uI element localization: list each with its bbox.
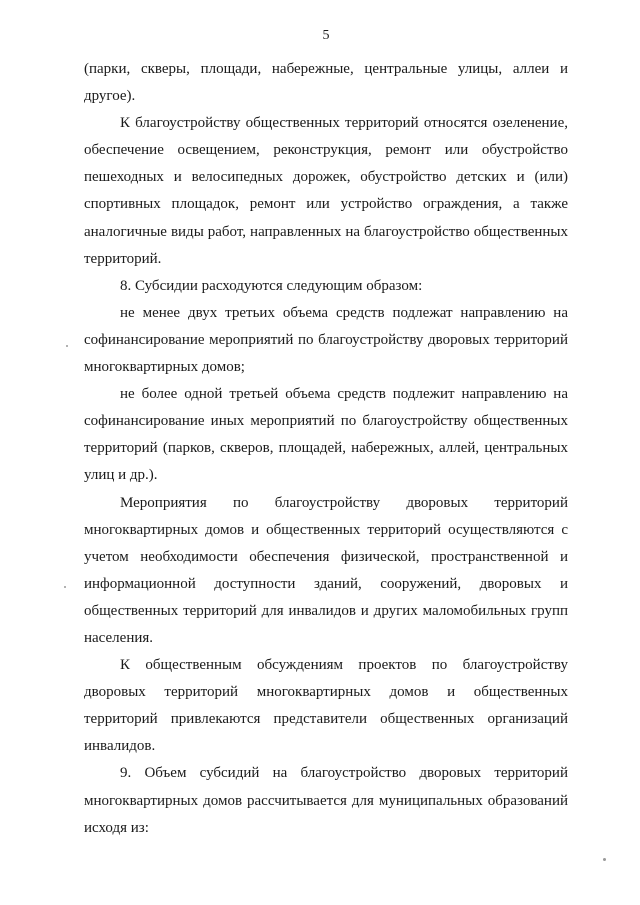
paragraph-item-9: 9. Объем субсидий на благоустройство дворовых территорий многоквартирных домов рассчитывается для муниципальных образований исходя из: — [84, 765, 568, 836]
scan-speck — [603, 858, 606, 861]
paragraph-public-territories: К благоустройству общественных территорий относятся озеленение, обеспечение освещением, реконструкция, ремонт или обустройство пешеходных и велосипедных дорожек, обустройство детских и (или) спортивных площадок, ремонт или устройство ограждения, а также аналогичные виды работ, направленных на благоустройство общественных территорий. — [84, 115, 568, 267]
paragraph-two-thirds: не менее двух третьих объема средств подлежат направлению на софинансирование мероприятий по благоустройству дворовых территорий многоквартирных домов; — [84, 304, 568, 376]
page-number: 5 — [322, 28, 330, 43]
paragraph-continuation: (парки, скверы, площади, набережные, центральные улицы, аллеи и другое). — [84, 61, 568, 105]
scan-speck — [64, 586, 66, 588]
scan-speck — [66, 345, 68, 347]
paragraph-item-8: 8. Субсидии расходуются следующим образом: — [120, 277, 423, 294]
paragraph-one-third: не более одной третьей объема средств подлежит направлению на софинансирование иных мероприятий по благоустройству общественных территорий (парков, скверов, площадей, набережных, аллей, центральных улиц и др.). — [84, 386, 568, 484]
document-body — [84, 56, 568, 842]
paragraph-accessibility: Мероприятия по благоустройству дворовых территорий многоквартирных домов и общественных территорий осуществляются с учетом необходимости обеспечения физической, пространственной и информационной доступности зданий, сооружений, дворовых и общественных территорий для инвалидов и других маломобильных групп населения. — [84, 494, 568, 646]
paragraph-public-discussions: К общественным обсуждениям проектов по благоустройству дворовых территорий многоквартирных домов и общественных территорий привлекаются представители общественных организаций инвалидов. — [84, 657, 568, 755]
